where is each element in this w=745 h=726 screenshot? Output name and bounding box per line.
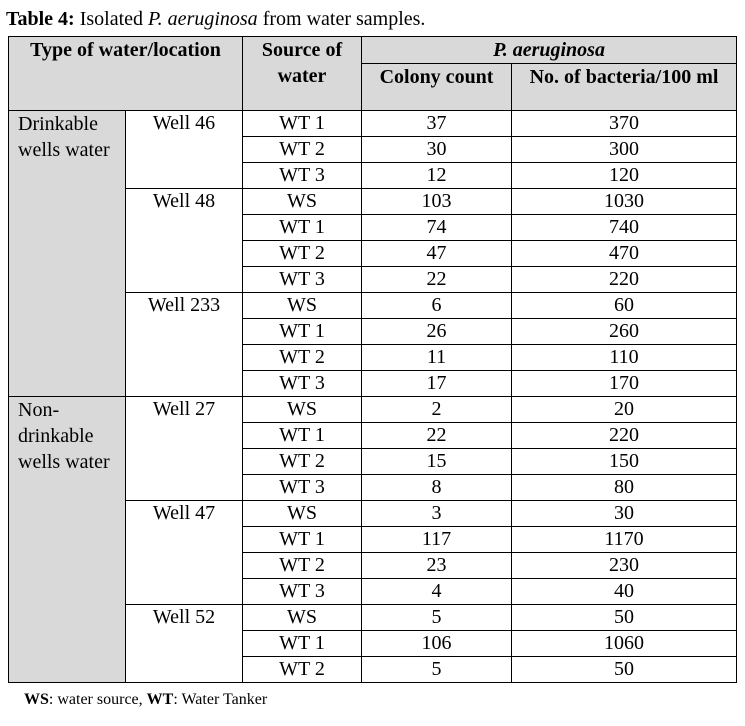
bacteria-count-cell: 370 bbox=[512, 111, 737, 137]
bacteria-count-cell: 110 bbox=[512, 345, 737, 371]
colony-count-cell: 117 bbox=[362, 527, 512, 553]
source-cell: WT 1 bbox=[243, 215, 362, 241]
bacteria-count-cell: 740 bbox=[512, 215, 737, 241]
header-colony-count: Colony count bbox=[362, 64, 512, 111]
colony-count-cell: 15 bbox=[362, 449, 512, 475]
source-cell: WT 3 bbox=[243, 163, 362, 189]
colony-count-cell: 12 bbox=[362, 163, 512, 189]
well-label: Well 233 bbox=[126, 293, 243, 397]
bacteria-count-cell: 120 bbox=[512, 163, 737, 189]
source-cell: WT 2 bbox=[243, 449, 362, 475]
bacteria-count-cell: 230 bbox=[512, 553, 737, 579]
colony-count-cell: 23 bbox=[362, 553, 512, 579]
colony-count-cell: 30 bbox=[362, 137, 512, 163]
colony-count-cell: 26 bbox=[362, 319, 512, 345]
well-label: Well 48 bbox=[126, 189, 243, 293]
source-cell: WT 3 bbox=[243, 475, 362, 501]
bacteria-count-cell: 80 bbox=[512, 475, 737, 501]
well-label: Well 52 bbox=[126, 605, 243, 683]
bacteria-count-cell: 50 bbox=[512, 605, 737, 631]
well-label: Well 46 bbox=[126, 111, 243, 189]
colony-count-cell: 103 bbox=[362, 189, 512, 215]
bacteria-count-cell: 50 bbox=[512, 657, 737, 683]
caption-pre: Isolated bbox=[79, 8, 149, 30]
colony-count-cell: 6 bbox=[362, 293, 512, 319]
caption-label: Table 4: bbox=[6, 8, 75, 30]
caption-post: from water samples. bbox=[257, 8, 426, 30]
source-cell: WT 1 bbox=[243, 423, 362, 449]
bacteria-count-cell: 1030 bbox=[512, 189, 737, 215]
bacteria-count-cell: 470 bbox=[512, 241, 737, 267]
colony-count-cell: 8 bbox=[362, 475, 512, 501]
bacteria-count-cell: 1060 bbox=[512, 631, 737, 657]
bacteria-count-cell: 220 bbox=[512, 423, 737, 449]
well-label: Well 27 bbox=[126, 397, 243, 501]
caption-species: P. aeruginosa bbox=[148, 8, 258, 30]
well-label: Well 47 bbox=[126, 501, 243, 605]
bacteria-count-cell: 170 bbox=[512, 371, 737, 397]
source-cell: WT 2 bbox=[243, 137, 362, 163]
source-cell: WT 1 bbox=[243, 111, 362, 137]
table-row bbox=[9, 111, 737, 137]
footnote-wt-text: : Water Tanker bbox=[173, 691, 268, 708]
bacteria-count-cell: 260 bbox=[512, 319, 737, 345]
group-label: Drinkable wells water bbox=[9, 111, 126, 397]
source-cell: WS bbox=[243, 605, 362, 631]
footnote-ws-abbr: WS bbox=[24, 691, 49, 708]
source-cell: WS bbox=[243, 189, 362, 215]
bacteria-count-cell: 300 bbox=[512, 137, 737, 163]
header-type-location: Type of water/location bbox=[9, 37, 243, 111]
source-cell: WT 2 bbox=[243, 553, 362, 579]
colony-count-cell: 5 bbox=[362, 657, 512, 683]
header-source: Source of water bbox=[243, 37, 362, 111]
source-cell: WS bbox=[243, 293, 362, 319]
colony-count-cell: 5 bbox=[362, 605, 512, 631]
bacteria-count-cell: 220 bbox=[512, 267, 737, 293]
table-caption bbox=[6, 7, 425, 31]
source-cell: WT 1 bbox=[243, 319, 362, 345]
bacteria-count-cell: 40 bbox=[512, 579, 737, 605]
source-cell: WT 2 bbox=[243, 345, 362, 371]
colony-count-cell: 22 bbox=[362, 267, 512, 293]
bacteria-count-cell: 60 bbox=[512, 293, 737, 319]
source-cell: WT 3 bbox=[243, 579, 362, 605]
source-cell: WT 1 bbox=[243, 527, 362, 553]
bacteria-count-cell: 30 bbox=[512, 501, 737, 527]
footnote-wt-abbr: WT bbox=[146, 691, 174, 708]
header-bacteria-per-100ml: No. of bacteria/100 ml bbox=[512, 64, 737, 111]
footnote bbox=[24, 690, 271, 710]
group-label: Non-drinkable wells water bbox=[9, 397, 126, 683]
colony-count-cell: 4 bbox=[362, 579, 512, 605]
colony-count-cell: 74 bbox=[362, 215, 512, 241]
colony-count-cell: 2 bbox=[362, 397, 512, 423]
colony-count-cell: 106 bbox=[362, 631, 512, 657]
footnote-ws-text: : water source, bbox=[48, 691, 147, 708]
source-cell: WT 3 bbox=[243, 371, 362, 397]
source-cell: WT 2 bbox=[243, 241, 362, 267]
header-group-species: P. aeruginosa bbox=[362, 37, 737, 64]
colony-count-cell: 47 bbox=[362, 241, 512, 267]
source-cell: WT 1 bbox=[243, 631, 362, 657]
bacteria-count-cell: 1170 bbox=[512, 527, 737, 553]
colony-count-cell: 3 bbox=[362, 501, 512, 527]
colony-count-cell: 22 bbox=[362, 423, 512, 449]
source-cell: WT 2 bbox=[243, 657, 362, 683]
table-body bbox=[9, 111, 737, 683]
source-cell: WS bbox=[243, 397, 362, 423]
colony-count-cell: 37 bbox=[362, 111, 512, 137]
source-cell: WT 3 bbox=[243, 267, 362, 293]
table-row bbox=[9, 397, 737, 423]
colony-count-cell: 11 bbox=[362, 345, 512, 371]
bacteria-count-cell: 20 bbox=[512, 397, 737, 423]
bacteria-count-cell: 150 bbox=[512, 449, 737, 475]
source-cell: WS bbox=[243, 501, 362, 527]
colony-count-cell: 17 bbox=[362, 371, 512, 397]
results-table bbox=[8, 36, 737, 683]
